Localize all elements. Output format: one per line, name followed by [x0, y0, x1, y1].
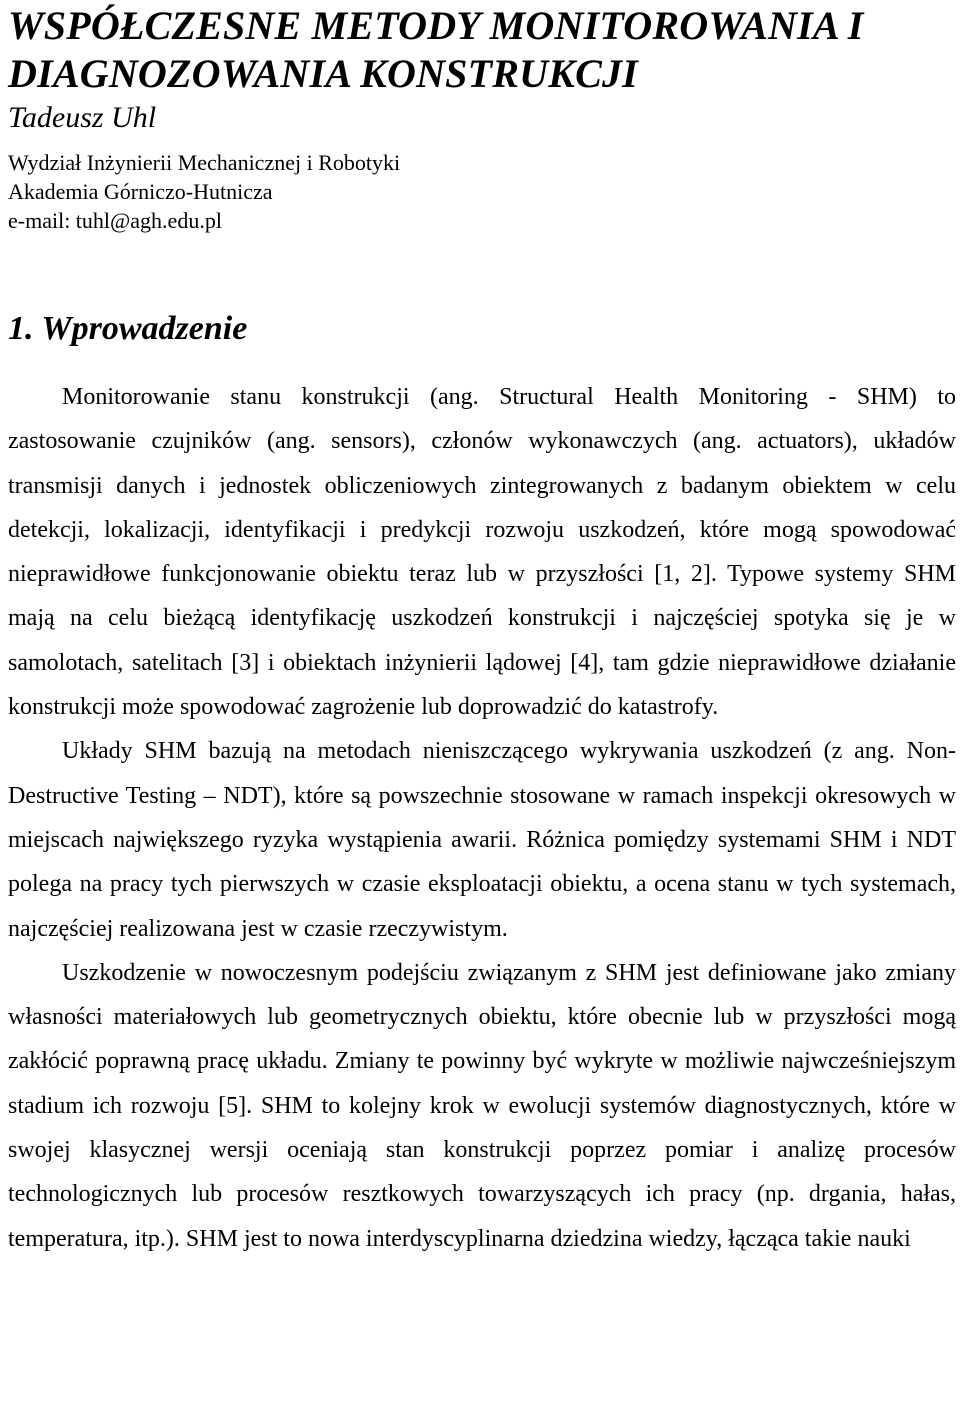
paragraph: Układy SHM bazują na metodach nieniszczącego wykrywania uszkodzeń (z ang. Non-Destructive Testing – NDT), które są powszechnie stosowane w ramach inspekcji okresowych w miejscach największego ryzyka wystąpienia awarii. Różnica pomiędzy systemami SHM i NDT polega na pracy tych pierwszych w czasie eksploatacji obiektu, a ocena stanu w tych systemach, najczęściej realizowana jest w czasie rzeczywistym.: [8, 738, 956, 942]
paragraph: Uszkodzenie w nowoczesnym podejściu związanym z SHM jest definiowane jako zmiany własności materiałowych lub geometrycznych obiektu, które obecnie lub w przyszłości mogą zakłócić poprawną pracę układu. Zmiany te powinny być wykryte w możliwie najwcześniejszym stadium ich rozwoju [5]. SHM to kolejny krok w ewolucji systemów diagnostycznych, które w swojej klasycznej wersji oceniają stan konstrukcji poprzez pomiar i analizę procesów technologicznych lub procesów resztkowych towarzyszących ich pracy (np. drgania, hałas, temperatura, itp.). SHM jest to nowa interdyscyplinarna dziedzina wiedzy, łącząca takie nauki: [8, 959, 956, 1252]
section-heading: 1. Wprowadzenie: [8, 310, 248, 347]
document-title: WSPÓŁCZESNE METODY MONITOROWANIA I DIAGNOZOWANIA KONSTRUKCJI: [8, 3, 864, 96]
author-name: Tadeusz Uhl: [8, 101, 157, 134]
affiliation-university: Akademia Górniczo-Hutnicza: [8, 179, 273, 204]
paragraph: Monitorowanie stanu konstrukcji (ang. Structural Health Monitoring - SHM) to zastosowanie czujników (ang. sensors), członów wykonawczych (ang. actuators), układów transmisji danych i jednostek obliczeniowych zintegrowanych z badanym obiektem w celu detekcji, lokalizacji, identyfikacji i predykcji rozwoju uszkodzeń, które mogą spowodować nieprawidłowe funkcjonowanie obiektu teraz lub w przyszłości [1, 2]. Typowe systemy SHM mają na celu bieżącą identyfikację uszkodzeń konstrukcji i najczęściej spotyka się je w samolotach, satelitach [3] i obiektach inżynierii lądowej [4], tam gdzie nieprawidłowe działanie konstrukcji może spowodować zagrożenie lub doprowadzić do katastrofy.: [8, 384, 956, 721]
document-page: [8, 0, 956, 1261]
affiliation-department: Wydział Inżynierii Mechanicznej i Robotyki: [8, 150, 401, 175]
affiliation-email: e-mail: tuhl@agh.edu.pl: [8, 208, 222, 233]
